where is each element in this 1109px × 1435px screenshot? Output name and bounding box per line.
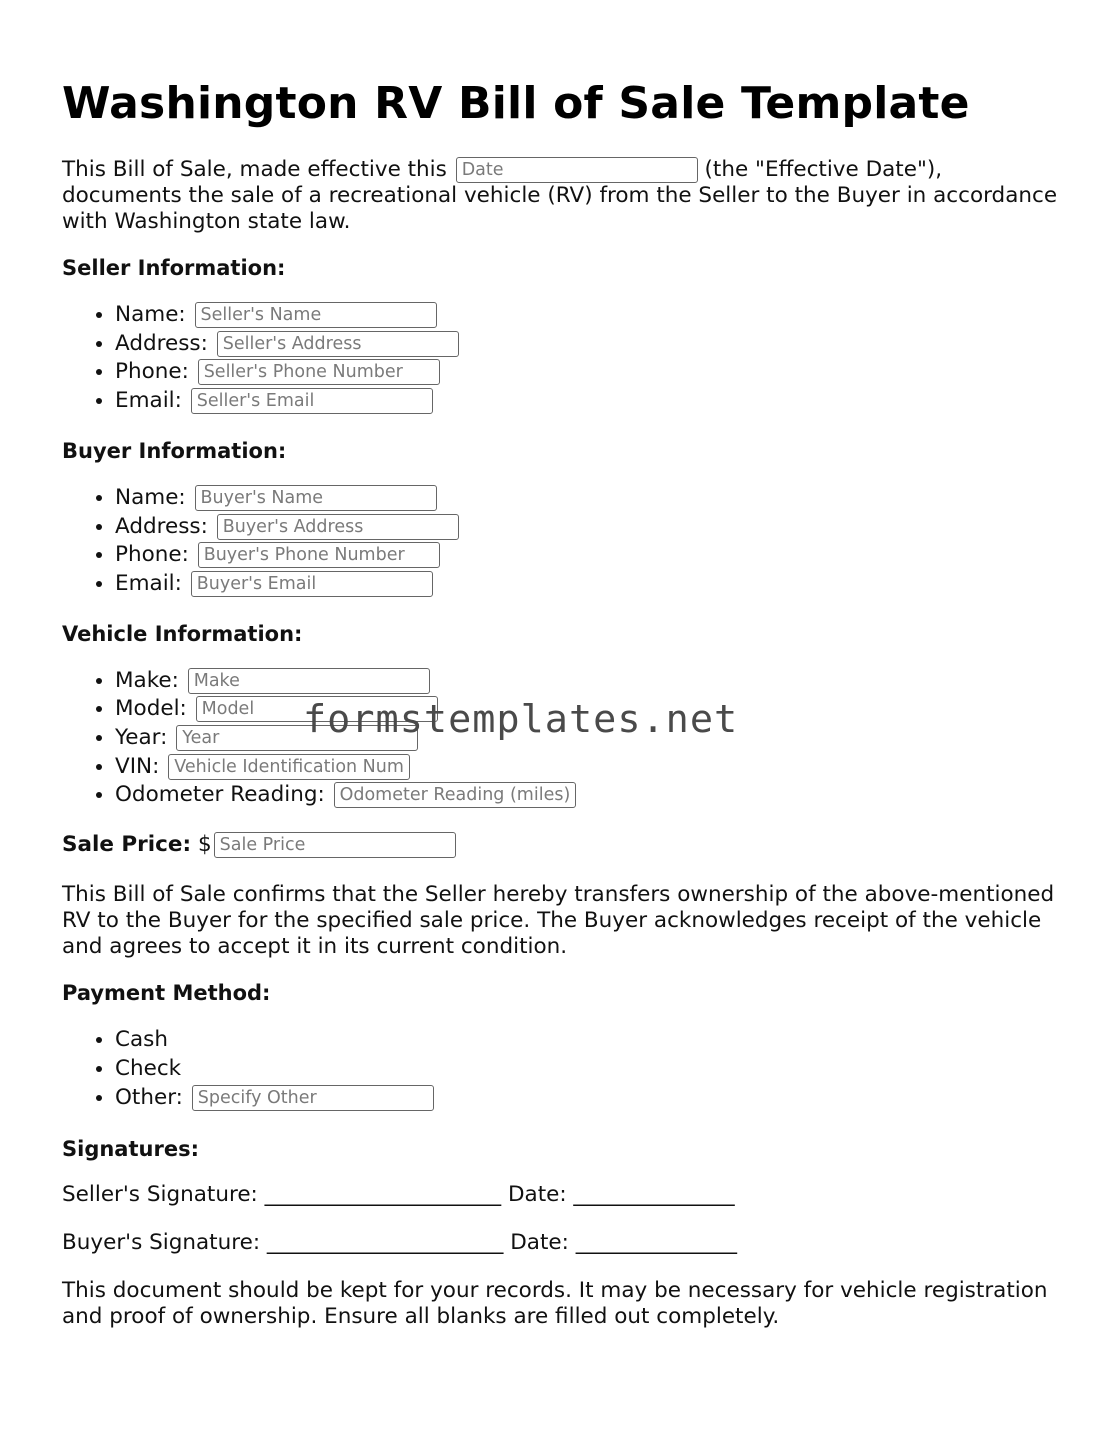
year-label: Year: (115, 725, 168, 751)
model-input[interactable] (196, 696, 438, 722)
signatures-heading: Signatures: (62, 1137, 199, 1162)
list-item (115, 667, 1062, 696)
year-input[interactable] (176, 725, 418, 751)
buyer-address-input[interactable] (217, 514, 459, 540)
buyer-phone-input[interactable] (198, 542, 440, 568)
intro-before: This Bill of Sale, made effective this (62, 157, 447, 182)
model-label: Model: (115, 696, 187, 722)
document (62, 78, 1062, 1330)
seller-phone-input[interactable] (198, 359, 440, 385)
buyer-signature-line: Buyer's Signature: ______________________ Date: _______________ (62, 1230, 737, 1256)
intro-paragraph (62, 157, 1062, 235)
seller-phone-label: Phone: (115, 359, 189, 385)
buyer-name-label: Name: (115, 484, 186, 510)
list-item (115, 570, 1062, 599)
list-item (115, 484, 1062, 513)
seller-address-input[interactable] (217, 331, 459, 357)
list-item (115, 513, 1062, 542)
list-item (115, 724, 1062, 753)
seller-list (62, 301, 1062, 416)
payment-list (62, 1026, 1062, 1112)
payment-cash: Cash (115, 1027, 169, 1053)
list-item (115, 1084, 1062, 1113)
seller-email-input[interactable] (191, 388, 433, 414)
intro-after: (the "Effective Date"), documents the sale of a recreational vehicle (RV) from the Seller to the Buyer in accordance with Washington state law. (62, 157, 1058, 234)
seller-name-input[interactable] (195, 302, 437, 328)
vehicle-heading: Vehicle Information: (62, 621, 303, 646)
seller-heading: Seller Information: (62, 256, 286, 280)
vin-input[interactable] (168, 754, 410, 780)
buyer-heading: Buyer Information: (62, 438, 287, 463)
list-item (115, 330, 1062, 359)
sale-price-line (62, 832, 1062, 858)
list-item (115, 358, 1062, 387)
payment-heading: Payment Method: (62, 981, 271, 1006)
sale-price-label: Sale Price: (62, 832, 192, 858)
vin-label: VIN: (115, 753, 160, 779)
list-item (115, 781, 1062, 810)
payment-other-input[interactable] (192, 1085, 434, 1111)
list-item (115, 695, 1062, 724)
list-item (115, 1026, 1062, 1055)
list-item (115, 1055, 1062, 1084)
make-label: Make: (115, 667, 179, 693)
seller-address-label: Address: (115, 330, 208, 356)
buyer-address-label: Address: (115, 513, 208, 539)
watermark: formstemplates.net (303, 697, 739, 742)
currency-symbol: $ (197, 832, 212, 858)
seller-email-label: Email: (115, 388, 182, 414)
effective-date-input[interactable] (456, 157, 698, 183)
odometer-label: Odometer Reading: (115, 782, 325, 808)
sale-price-input[interactable] (214, 832, 456, 858)
make-input[interactable] (188, 668, 430, 694)
buyer-email-input[interactable] (191, 571, 433, 597)
seller-name-label: Name: (115, 302, 186, 327)
payment-other-label: Other: (115, 1084, 183, 1110)
list-item (115, 541, 1062, 570)
buyer-list (62, 484, 1062, 599)
buyer-phone-label: Phone: (115, 542, 189, 568)
vehicle-list (62, 667, 1062, 811)
list-item (115, 387, 1062, 416)
page-title: Washington RV Bill of Sale Template (62, 78, 970, 129)
odometer-input[interactable] (334, 782, 576, 808)
payment-check: Check (115, 1055, 182, 1081)
list-item (115, 753, 1062, 782)
seller-signature-line: Seller's Signature: ______________________ Date: _______________ (62, 1182, 735, 1208)
confirmation-paragraph: This Bill of Sale confirms that the Seller hereby transfers ownership of the above-mentioned RV to the Buyer for the specified sale price. The Buyer acknowledges receipt of the vehicle and agrees to accept it in its current condition. (62, 882, 1055, 960)
buyer-email-label: Email: (115, 570, 182, 596)
buyer-name-input[interactable] (195, 485, 437, 511)
footer-note: This document should be kept for your records. It may be necessary for vehicle registration and proof of ownership. Ensure all blanks are filled out completely. (62, 1278, 1048, 1330)
list-item (115, 301, 1062, 330)
